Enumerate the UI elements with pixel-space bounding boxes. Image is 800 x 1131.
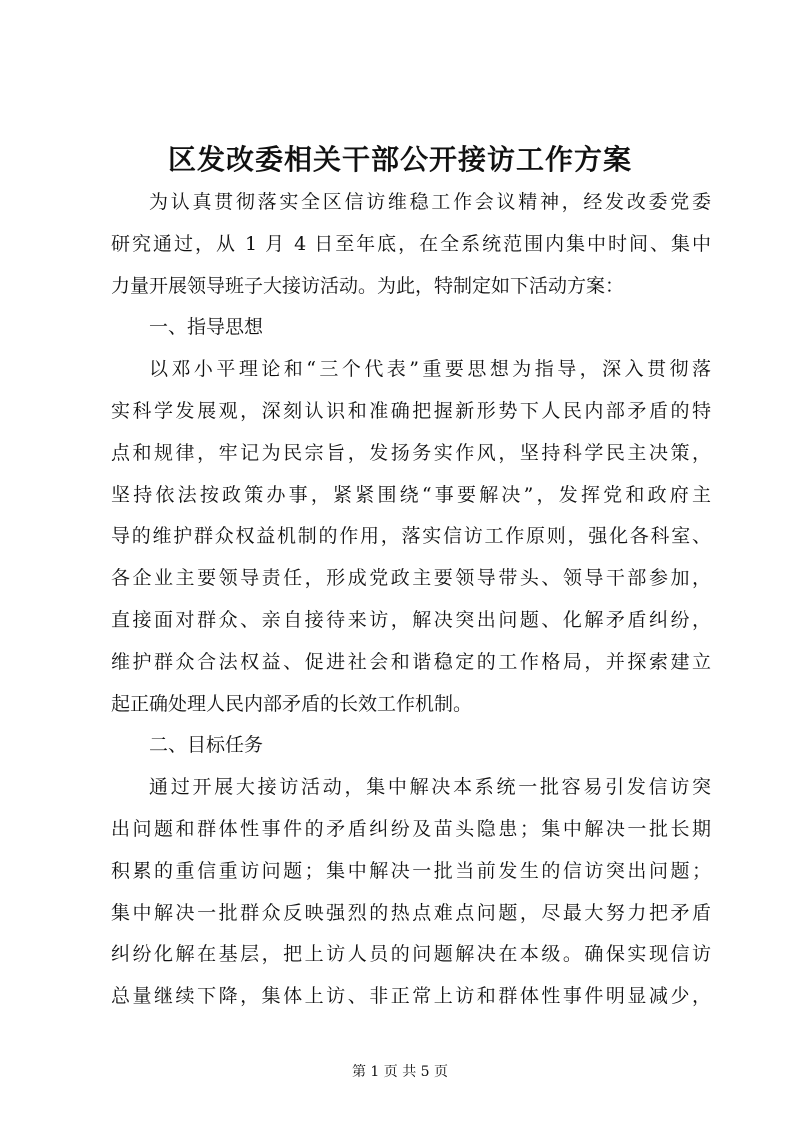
document-body (111, 182, 711, 1018)
section-heading: 二、目标任务 (149, 734, 264, 757)
page-number-footer: 第 1 页 共 5 页 (351, 1064, 449, 1080)
paragraph-line: 坚持依法按政策办事，紧紧围绕“事要解决”，发挥党和政府主 (111, 483, 711, 506)
paragraph-line: 各企业主要领导责任，形成党政主要领导带头、领导干部参加， (111, 567, 711, 590)
document-title: 区发改委相关干部公开接访工作方案 (167, 143, 632, 176)
paragraph-line: 以邓小平理论和“三个代表”重要思想为指导，深入贯彻落 (149, 358, 711, 381)
paragraph-line: 点和规律，牢记为民宗旨，发扬务实作风，坚持科学民主决策， (111, 441, 711, 464)
paragraph-line: 通过开展大接访活动，集中解决本系统一批容易引发信访突 (149, 776, 711, 799)
paragraph-line: 研究通过，从 1 月 4 日至年底，在全系统范围内集中时间、集中 (111, 232, 711, 255)
paragraph-line: 直接面对群众、亲自接待来访，解决突出问题、化解矛盾纠纷， (111, 608, 711, 631)
paragraph-line: 积累的重信重访问题；集中解决一批当前发生的信访突出问题； (111, 859, 711, 882)
paragraph-line: 纠纷化解在基层，把上访人员的问题解决在本级。确保实现信访 (111, 943, 711, 966)
section-heading: 一、指导思想 (149, 316, 264, 339)
paragraph-line: 维护群众合法权益、促进社会和谐稳定的工作格局，并探索建立 (111, 650, 711, 673)
paragraph-line: 实科学发展观，深刻认识和准确把握新形势下人民内部矛盾的特 (111, 399, 711, 422)
paragraph-line: 集中解决一批群众反映强烈的热点难点问题，尽最大努力把矛盾 (111, 901, 711, 924)
paragraph-line: 为认真贯彻落实全区信访维稳工作会议精神，经发改委党委 (149, 191, 711, 213)
paragraph-line: 出问题和群体性事件的矛盾纠纷及苗头隐患；集中解决一批长期 (111, 817, 711, 840)
paragraph-line: 导的维护群众权益机制的作用，落实信访工作原则，强化各科室、 (111, 525, 711, 548)
paragraph-line: 起正确处理人民内部矛盾的长效工作机制。 (111, 692, 473, 715)
paragraph-line: 力量开展领导班子大接访活动。为此，特制定如下活动方案： (111, 274, 625, 297)
paragraph-line: 总量继续下降，集体上访、非正常上访和群体性事件明显减少， (111, 985, 711, 1008)
